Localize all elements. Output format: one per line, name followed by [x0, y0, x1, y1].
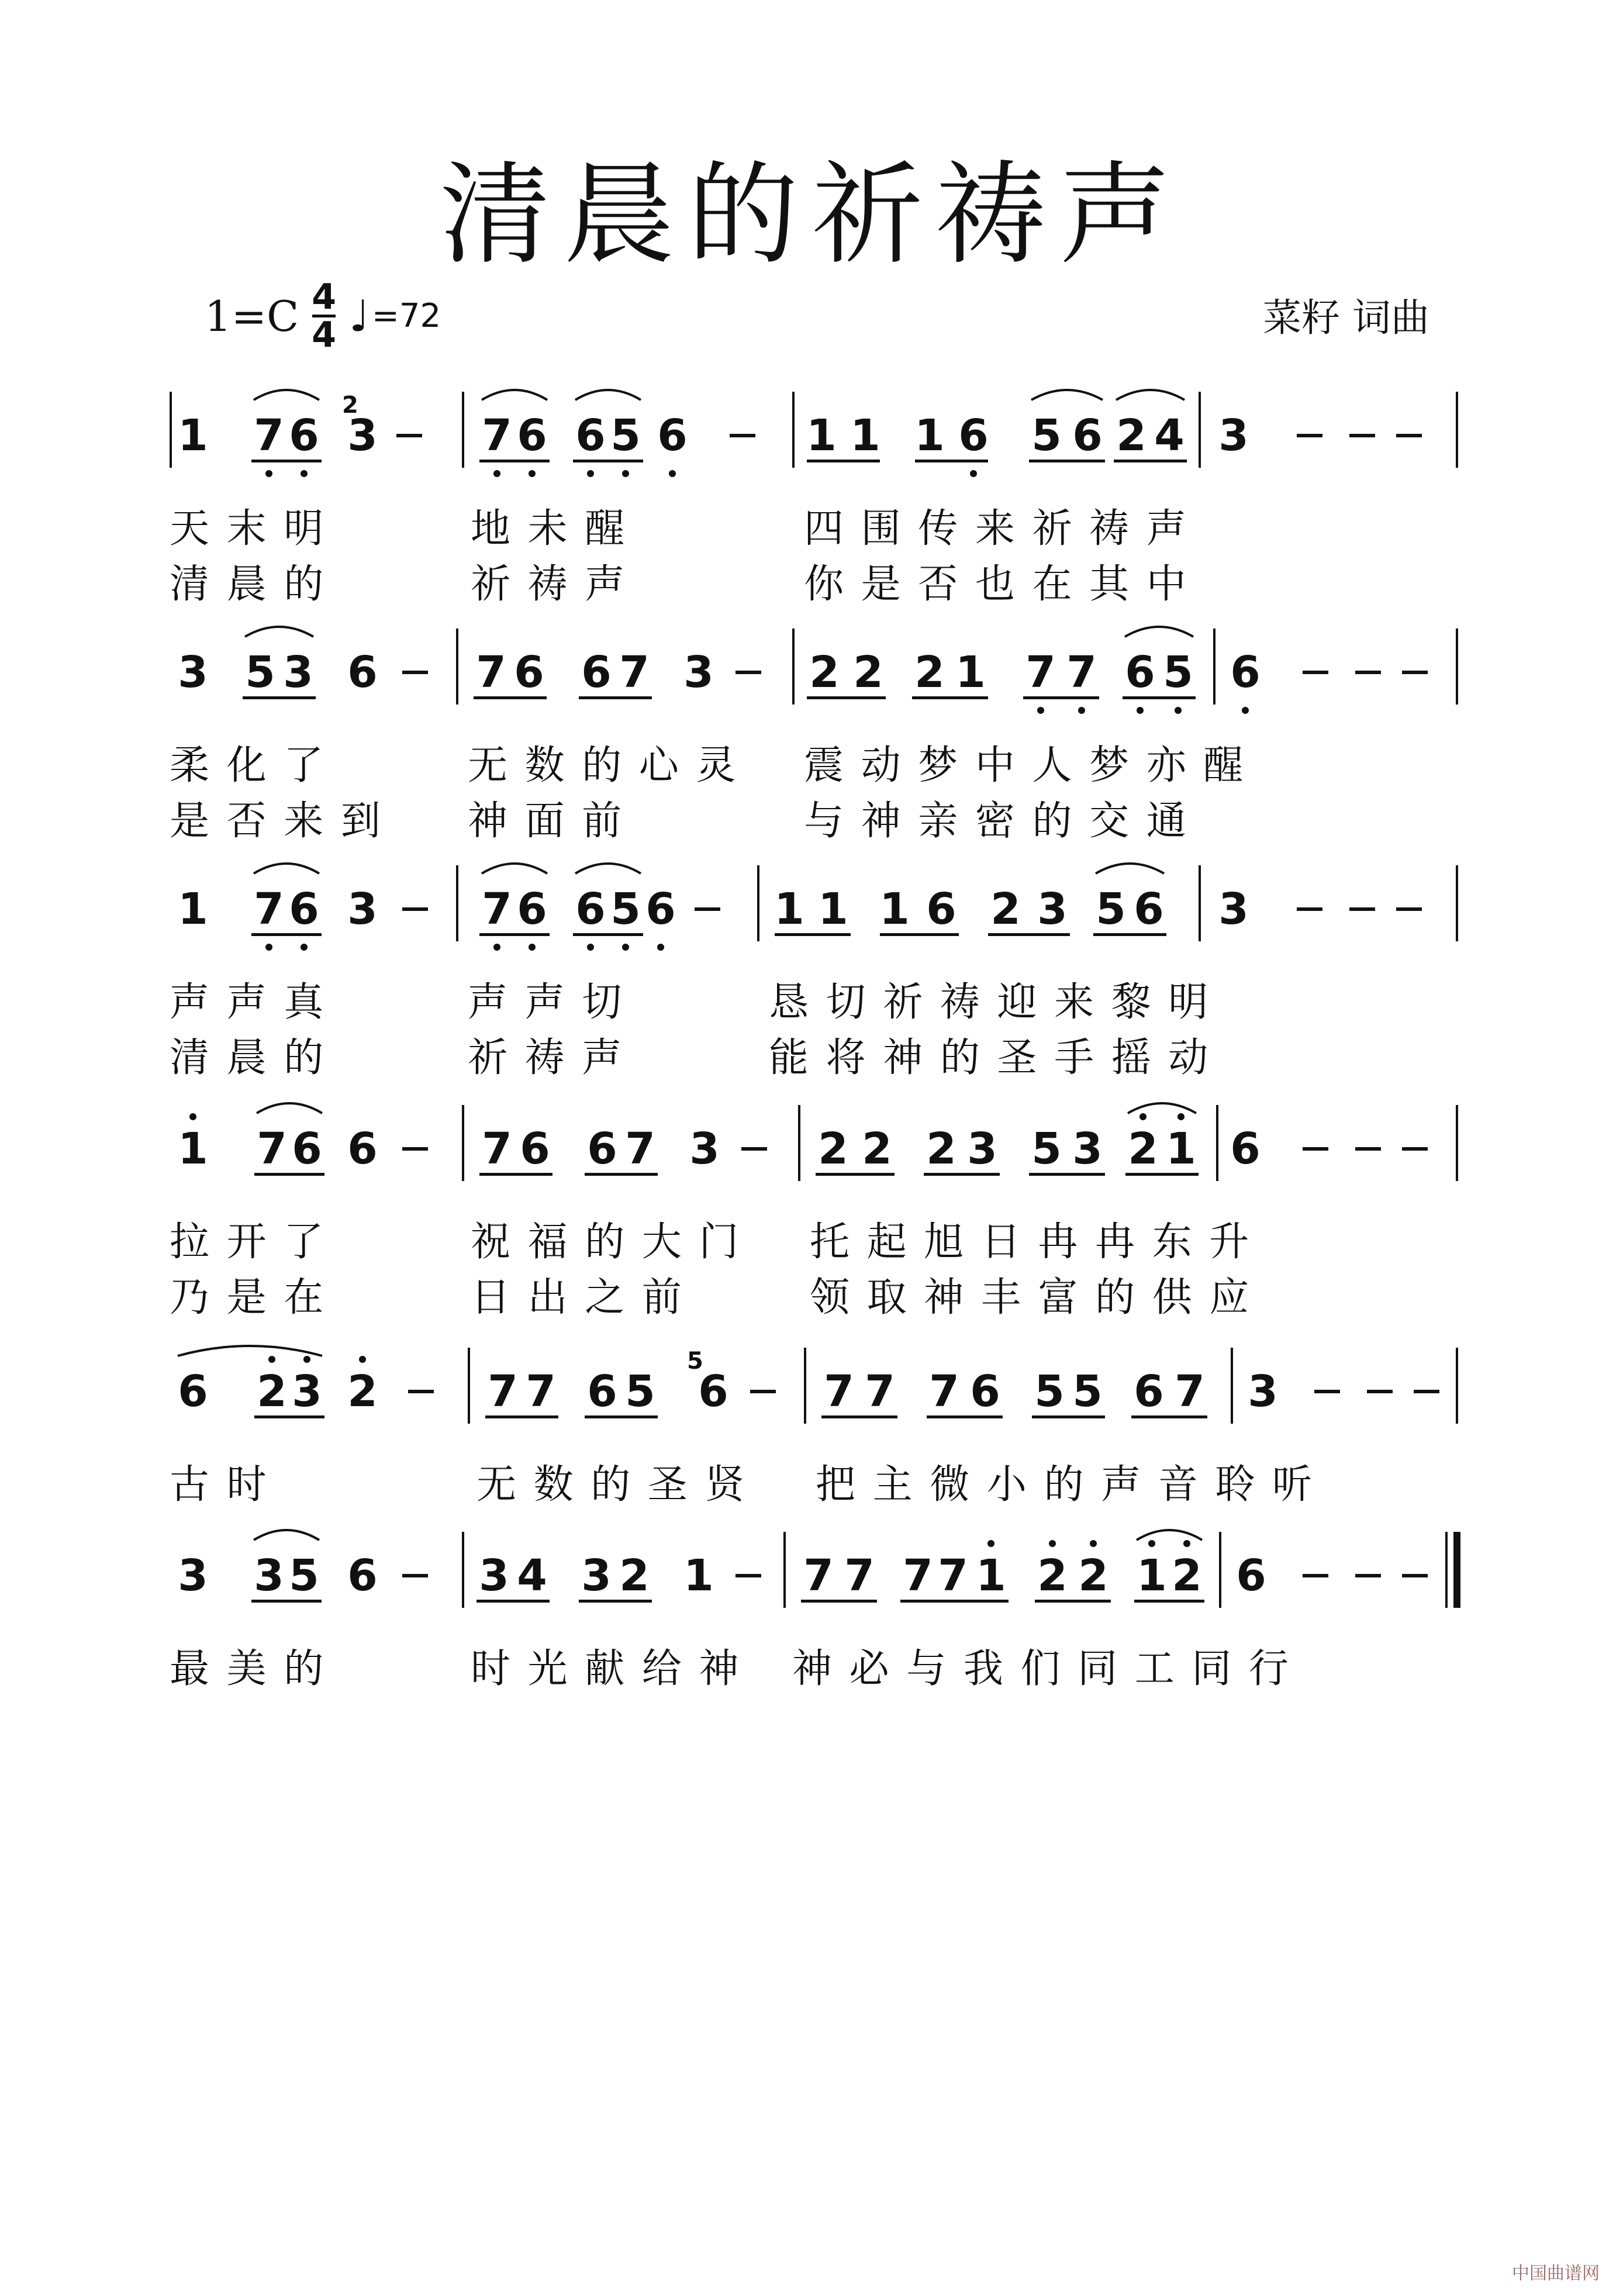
eighth-underline	[585, 1173, 658, 1176]
note-digit: 6	[587, 1366, 617, 1417]
note-digit: 2	[1128, 1124, 1158, 1174]
note-digit: 7	[803, 1551, 834, 1601]
eighth-underline	[485, 1415, 558, 1418]
note-digit: 3	[1248, 1366, 1278, 1417]
note-digit: 5	[1096, 884, 1126, 934]
note-digit: 6	[347, 1124, 378, 1174]
barline	[798, 1105, 800, 1181]
lyric-segment: 拉 开 了	[170, 1219, 326, 1265]
note-digit: 2	[862, 1124, 892, 1174]
sustain-dash	[402, 1574, 428, 1577]
barline	[462, 1532, 464, 1608]
note-digit: 2	[619, 1551, 650, 1601]
note-digit: 3	[283, 647, 313, 698]
barline	[792, 629, 795, 705]
note-digit: 3	[581, 1551, 612, 1601]
lyric-segment: 无 数 的 圣 贤	[476, 1462, 747, 1508]
lyric-segment: 你 是 否 也 在 其 中	[804, 561, 1189, 607]
music-system	[0, 1123, 1623, 1321]
eighth-underline	[880, 933, 959, 936]
eighth-underline	[251, 1600, 322, 1603]
eighth-underline	[1029, 1173, 1105, 1176]
eighth-underline	[927, 1415, 1003, 1418]
slur-arc	[251, 1520, 322, 1544]
note-digit: 4	[1154, 410, 1185, 461]
note-digit: 6	[581, 647, 612, 698]
note-digit: 3	[479, 1551, 509, 1601]
note-digit: 6	[520, 1124, 550, 1174]
barline	[1216, 1105, 1218, 1181]
sustain-dash	[1303, 1147, 1328, 1151]
note-digit: 5	[1163, 647, 1193, 698]
eighth-underline	[1023, 696, 1099, 699]
sustain-dash	[730, 434, 755, 437]
low-octave-dot	[493, 944, 500, 951]
barline	[1199, 392, 1201, 468]
lyric-segment: 是 否 来 到	[170, 798, 383, 844]
eighth-underline	[254, 1415, 324, 1418]
note-digit: 6	[698, 1366, 728, 1417]
barline	[456, 629, 458, 705]
eighth-underline	[243, 696, 316, 699]
low-octave-dot	[1137, 707, 1144, 714]
note-digit: 6	[1125, 647, 1155, 698]
note-digit: 1	[818, 884, 848, 934]
note-digit: 6	[587, 1124, 617, 1174]
eighth-underline	[915, 460, 988, 462]
note-digit: 6	[347, 647, 378, 698]
slur-arc	[479, 380, 550, 403]
note-digit: 7	[526, 1366, 556, 1417]
music-system	[0, 883, 1623, 1081]
lyric-segment: 日 出 之 前	[471, 1275, 684, 1321]
sustain-dash	[695, 907, 720, 911]
note-digit: 6	[1134, 884, 1164, 934]
barline	[462, 392, 464, 468]
note-digit: 7	[865, 1366, 895, 1417]
eighth-underline	[912, 696, 988, 699]
note-digit: 1	[178, 884, 208, 934]
note-digit: 1	[850, 410, 880, 461]
note-digit: 7	[257, 1124, 287, 1174]
sustain-dash	[1303, 1574, 1328, 1577]
eighth-underline	[775, 933, 851, 936]
grace-note: 5	[687, 1348, 703, 1375]
note-digit: 2	[926, 1124, 956, 1174]
note-digit: 5	[1034, 1366, 1065, 1417]
note-digit: 6	[289, 884, 319, 934]
eighth-underline	[254, 1173, 324, 1176]
note-digit: 5	[1031, 1124, 1062, 1174]
note-digit: 6	[178, 1366, 208, 1417]
barline	[462, 1105, 464, 1181]
sustain-dash	[1349, 907, 1375, 911]
note-digit: 6	[347, 1551, 378, 1601]
low-octave-dot	[622, 470, 629, 477]
note-digit: 7	[1066, 647, 1097, 698]
note-digit: 6	[514, 647, 544, 698]
note-digit: 6	[289, 410, 319, 461]
note-digit: 2	[809, 647, 840, 698]
eighth-underline	[900, 1600, 1009, 1603]
note-digit: 6	[517, 884, 547, 934]
lyric-segment: 地 未 醒	[471, 506, 627, 552]
note-digit: 6	[958, 410, 989, 461]
barline	[804, 1348, 806, 1424]
eighth-underline	[988, 933, 1070, 936]
note-digit: 3	[178, 1551, 208, 1601]
eighth-underline	[474, 696, 547, 699]
eighth-underline	[479, 460, 550, 462]
eighth-underline	[821, 1415, 897, 1418]
note-digit: 1	[178, 410, 208, 461]
slur-arc	[1093, 854, 1166, 877]
lyric-segment: 乃 是 在	[170, 1275, 326, 1321]
low-octave-dot	[301, 944, 308, 951]
barline	[1456, 392, 1458, 468]
note-digit: 5	[1072, 1366, 1103, 1417]
slur-arc	[251, 854, 322, 877]
note-digit: 3	[1218, 884, 1249, 934]
final-barline-thick	[1453, 1532, 1460, 1608]
sustain-dash	[396, 434, 422, 437]
note-digit: 3	[689, 1124, 720, 1174]
time-signature	[312, 277, 336, 355]
note-digit: 6	[926, 884, 956, 934]
low-octave-dot	[1037, 707, 1044, 714]
sustain-dash	[408, 1390, 434, 1393]
music-system	[0, 392, 1623, 607]
note-digit: 6	[1236, 1551, 1266, 1601]
lyric-segment: 领 取 神 丰 富 的 供 应	[810, 1275, 1252, 1321]
note-digit: 7	[619, 647, 650, 698]
note-digit: 5	[1031, 410, 1062, 461]
note-digit: 6	[292, 1124, 322, 1174]
eighth-underline	[1125, 1173, 1199, 1176]
sustain-dash	[1402, 671, 1428, 674]
eighth-underline	[251, 460, 322, 462]
note-digit: 6	[970, 1366, 1000, 1417]
sustain-dash	[1314, 1390, 1340, 1393]
note-digit: 3	[1037, 884, 1068, 934]
note-digit: 6	[1134, 1366, 1164, 1417]
low-octave-dot	[587, 944, 594, 951]
barline	[1456, 865, 1458, 941]
note-digit: 7	[938, 1551, 968, 1601]
high-octave-dot	[189, 1113, 196, 1120]
lyric-segment: 清 晨 的	[170, 1035, 326, 1081]
slur-arc	[243, 617, 316, 640]
note-digit: 7	[476, 647, 506, 698]
barline	[1219, 1532, 1221, 1608]
note-digit: 1	[976, 1551, 1006, 1601]
note-digit: 5	[610, 884, 641, 934]
lyric-segment: 神 面 前	[468, 798, 624, 844]
eighth-underline	[816, 1173, 895, 1176]
barline	[456, 865, 458, 941]
note-digit: 1	[774, 884, 804, 934]
slur-arc	[175, 1336, 324, 1359]
slur-arc	[1123, 617, 1196, 640]
low-octave-dot	[1078, 707, 1085, 714]
note-digit: 6	[1072, 410, 1103, 461]
note-digit: 6	[575, 410, 606, 461]
note-digit: 2	[1037, 1551, 1068, 1601]
note-digit: 2	[1078, 1551, 1109, 1601]
low-octave-dot	[669, 470, 676, 477]
sustain-dash	[735, 1574, 761, 1577]
eighth-underline	[1131, 1415, 1207, 1418]
note-digit: 7	[482, 884, 512, 934]
slur-arc	[1114, 380, 1187, 403]
eighth-underline	[1114, 460, 1187, 462]
eighth-underline	[807, 460, 880, 462]
barline	[783, 1532, 786, 1608]
lyric-segment: 天 末 明	[170, 506, 326, 552]
note-digit: 7	[482, 1124, 512, 1174]
slur-arc	[251, 380, 322, 403]
barline	[1231, 1348, 1233, 1424]
note-digit: 1	[683, 1551, 714, 1601]
lyric-segment: 托 起 旭 日 冉 冉 东 升	[810, 1219, 1252, 1265]
lyric-segment: 最 美 的	[170, 1646, 326, 1692]
note-digit: 1	[806, 410, 837, 461]
sustain-dash	[402, 671, 428, 674]
note-digit: 7	[1175, 1366, 1205, 1417]
sustain-dash	[1297, 907, 1322, 911]
eighth-underline	[585, 1415, 658, 1418]
eighth-underline	[1093, 933, 1166, 936]
slur-arc	[254, 1093, 324, 1117]
note-digit: 5	[245, 647, 275, 698]
eighth-underline	[251, 933, 322, 936]
lyric-segment: 四 围 传 来 祈 祷 声	[804, 506, 1189, 552]
eighth-underline	[479, 933, 550, 936]
note-digit: 2	[818, 1124, 848, 1174]
quarter-note-icon: ♩	[348, 291, 370, 341]
note-digit: 2	[347, 1366, 378, 1417]
note-digit: 1	[1166, 1124, 1196, 1174]
barline	[1456, 629, 1458, 705]
time-bottom: 4	[312, 315, 336, 355]
note-digit: 7	[824, 1366, 854, 1417]
sustain-dash	[1414, 1390, 1439, 1393]
note-digit: 2	[1172, 1551, 1202, 1601]
high-octave-dot	[1090, 1540, 1097, 1547]
page-title: 清晨的祈祷声	[439, 150, 1183, 279]
low-octave-dot	[1175, 707, 1182, 714]
note-digit: 5	[289, 1551, 319, 1601]
note-digit: 2	[1116, 410, 1147, 461]
note-digit: 2	[853, 647, 883, 698]
lyric-segment: 祈 祷 声	[468, 1035, 624, 1081]
eighth-underline	[579, 1600, 652, 1603]
high-octave-dot	[359, 1356, 366, 1363]
note-digit: 3	[347, 410, 378, 461]
barline	[1456, 1105, 1458, 1181]
sustain-dash	[1402, 1574, 1428, 1577]
eighth-underline	[573, 933, 643, 936]
sustain-dash	[1355, 1574, 1381, 1577]
note-digit: 5	[625, 1366, 655, 1417]
barline	[1199, 865, 1201, 941]
sustain-dash	[750, 1390, 776, 1393]
note-digit: 7	[1025, 647, 1056, 698]
eighth-underline	[1134, 1600, 1204, 1603]
note-digit: 1	[1137, 1551, 1167, 1601]
sustain-dash	[735, 671, 761, 674]
lyric-segment: 古 时	[170, 1462, 269, 1508]
music-system	[0, 646, 1623, 844]
key-signature	[205, 277, 441, 355]
lyric-segment: 声 声 真	[170, 979, 326, 1026]
note-digit: 7	[903, 1551, 933, 1601]
note-digit: 3	[347, 884, 378, 934]
lyric-segment: 把 主 微 小 的 声 音 聆 听	[816, 1462, 1314, 1508]
low-octave-dot	[493, 470, 500, 477]
low-octave-dot	[301, 470, 308, 477]
time-top: 4	[312, 277, 336, 317]
low-octave-dot	[970, 470, 977, 477]
note-digit: 7	[254, 410, 284, 461]
lyric-segment: 声 声 切	[468, 979, 624, 1026]
lyric-segment: 震 动 梦 中 人 梦 亦 醒	[804, 743, 1246, 789]
key-label: 1=C	[205, 291, 299, 341]
low-octave-dot	[1242, 707, 1249, 714]
barline	[1213, 629, 1215, 705]
sustain-dash	[1396, 907, 1422, 911]
lyric-segment: 恳 切 祈 祷 迎 来 黎 明	[769, 979, 1211, 1026]
slur-arc	[1125, 1093, 1199, 1117]
note-digit: 4	[517, 1551, 547, 1601]
note-digit: 7	[488, 1366, 518, 1417]
note-digit: 6	[657, 410, 688, 461]
note-digit: 3	[1218, 410, 1249, 461]
note-digit: 2	[914, 647, 945, 698]
note-digit: 6	[1230, 1124, 1261, 1174]
music-system	[0, 1348, 1623, 1541]
low-octave-dot	[265, 470, 272, 477]
sustain-dash	[1355, 671, 1381, 674]
eighth-underline	[807, 696, 886, 699]
note-digit: 2	[257, 1366, 287, 1417]
low-octave-dot	[622, 944, 629, 951]
slur-arc	[479, 854, 550, 877]
tempo: =72	[371, 297, 441, 335]
note-digit: 6	[575, 884, 606, 934]
eighth-underline	[476, 1600, 550, 1603]
sustain-dash	[402, 1147, 428, 1151]
lyric-segment: 时 光 献 给 神	[471, 1646, 741, 1692]
lyric-segment: 无 数 的 心 灵	[468, 743, 738, 789]
note-digit: 6	[645, 884, 676, 934]
sustain-dash	[1396, 434, 1422, 437]
barline	[757, 865, 759, 941]
composer: 菜籽 词曲	[1263, 295, 1429, 340]
note-digit: 7	[844, 1551, 875, 1601]
high-octave-dot	[1049, 1540, 1056, 1547]
eighth-underline	[573, 460, 643, 462]
note-digit: 6	[1230, 647, 1261, 698]
eighth-underline	[1029, 460, 1105, 462]
lyric-segment: 柔 化 了	[170, 743, 326, 789]
music-system	[0, 1549, 1623, 1725]
grace-note: 2	[342, 392, 358, 419]
barline	[1456, 1348, 1458, 1424]
final-barline-thin	[1445, 1532, 1448, 1608]
slur-arc	[1029, 380, 1105, 403]
eighth-underline	[1035, 1600, 1111, 1603]
eighth-underline	[801, 1600, 877, 1603]
note-digit: 3	[254, 1551, 284, 1601]
note-digit: 3	[683, 647, 714, 698]
sustain-dash	[1355, 1147, 1381, 1151]
note-digit: 5	[610, 410, 641, 461]
low-octave-dot	[529, 470, 536, 477]
lyric-segment: 神 必 与 我 们 同 工 同 行	[792, 1646, 1291, 1692]
low-octave-dot	[587, 470, 594, 477]
sustain-dash	[402, 907, 428, 911]
eighth-underline	[924, 1173, 1000, 1176]
note-digit: 3	[967, 1124, 997, 1174]
note-digit: 2	[990, 884, 1021, 934]
sustain-dash	[741, 1147, 767, 1151]
slur-arc	[1134, 1520, 1204, 1544]
lyric-segment: 祈 祷 声	[471, 561, 627, 607]
eighth-underline	[1032, 1415, 1105, 1418]
eighth-underline	[579, 696, 652, 699]
note-digit: 1	[178, 1124, 208, 1174]
high-octave-dot	[987, 1540, 994, 1547]
low-octave-dot	[657, 944, 664, 951]
sustain-dash	[1367, 1390, 1393, 1393]
note-digit: 7	[929, 1366, 959, 1417]
low-octave-dot	[529, 944, 536, 951]
note-digit: 1	[914, 410, 945, 461]
note-digit: 1	[879, 884, 910, 934]
site-watermark: 中国曲谱网	[1512, 2263, 1600, 2284]
barline	[468, 1348, 470, 1424]
note-digit: 7	[254, 884, 284, 934]
barline	[792, 392, 795, 468]
lyric-segment: 能 将 神 的 圣 手 摇 动	[769, 1035, 1211, 1081]
slur-arc	[573, 380, 643, 403]
note-digit: 7	[482, 410, 512, 461]
sustain-dash	[1349, 434, 1375, 437]
eighth-underline	[479, 1173, 552, 1176]
note-digit: 3	[292, 1366, 322, 1417]
note-digit: 7	[625, 1124, 655, 1174]
eighth-underline	[1123, 696, 1196, 699]
lyric-segment: 祝 福 的 大 门	[471, 1219, 741, 1265]
lyric-segment: 与 神 亲 密 的 交 通	[804, 798, 1189, 844]
lyric-segment: 清 晨 的	[170, 561, 326, 607]
low-octave-dot	[265, 944, 272, 951]
sustain-dash	[1303, 671, 1328, 674]
slur-arc	[573, 854, 643, 877]
sustain-dash	[1402, 1147, 1428, 1151]
note-digit: 3	[1072, 1124, 1103, 1174]
note-digit: 1	[955, 647, 986, 698]
note-digit: 3	[178, 647, 208, 698]
note-digit: 6	[517, 410, 547, 461]
sustain-dash	[1297, 434, 1322, 437]
